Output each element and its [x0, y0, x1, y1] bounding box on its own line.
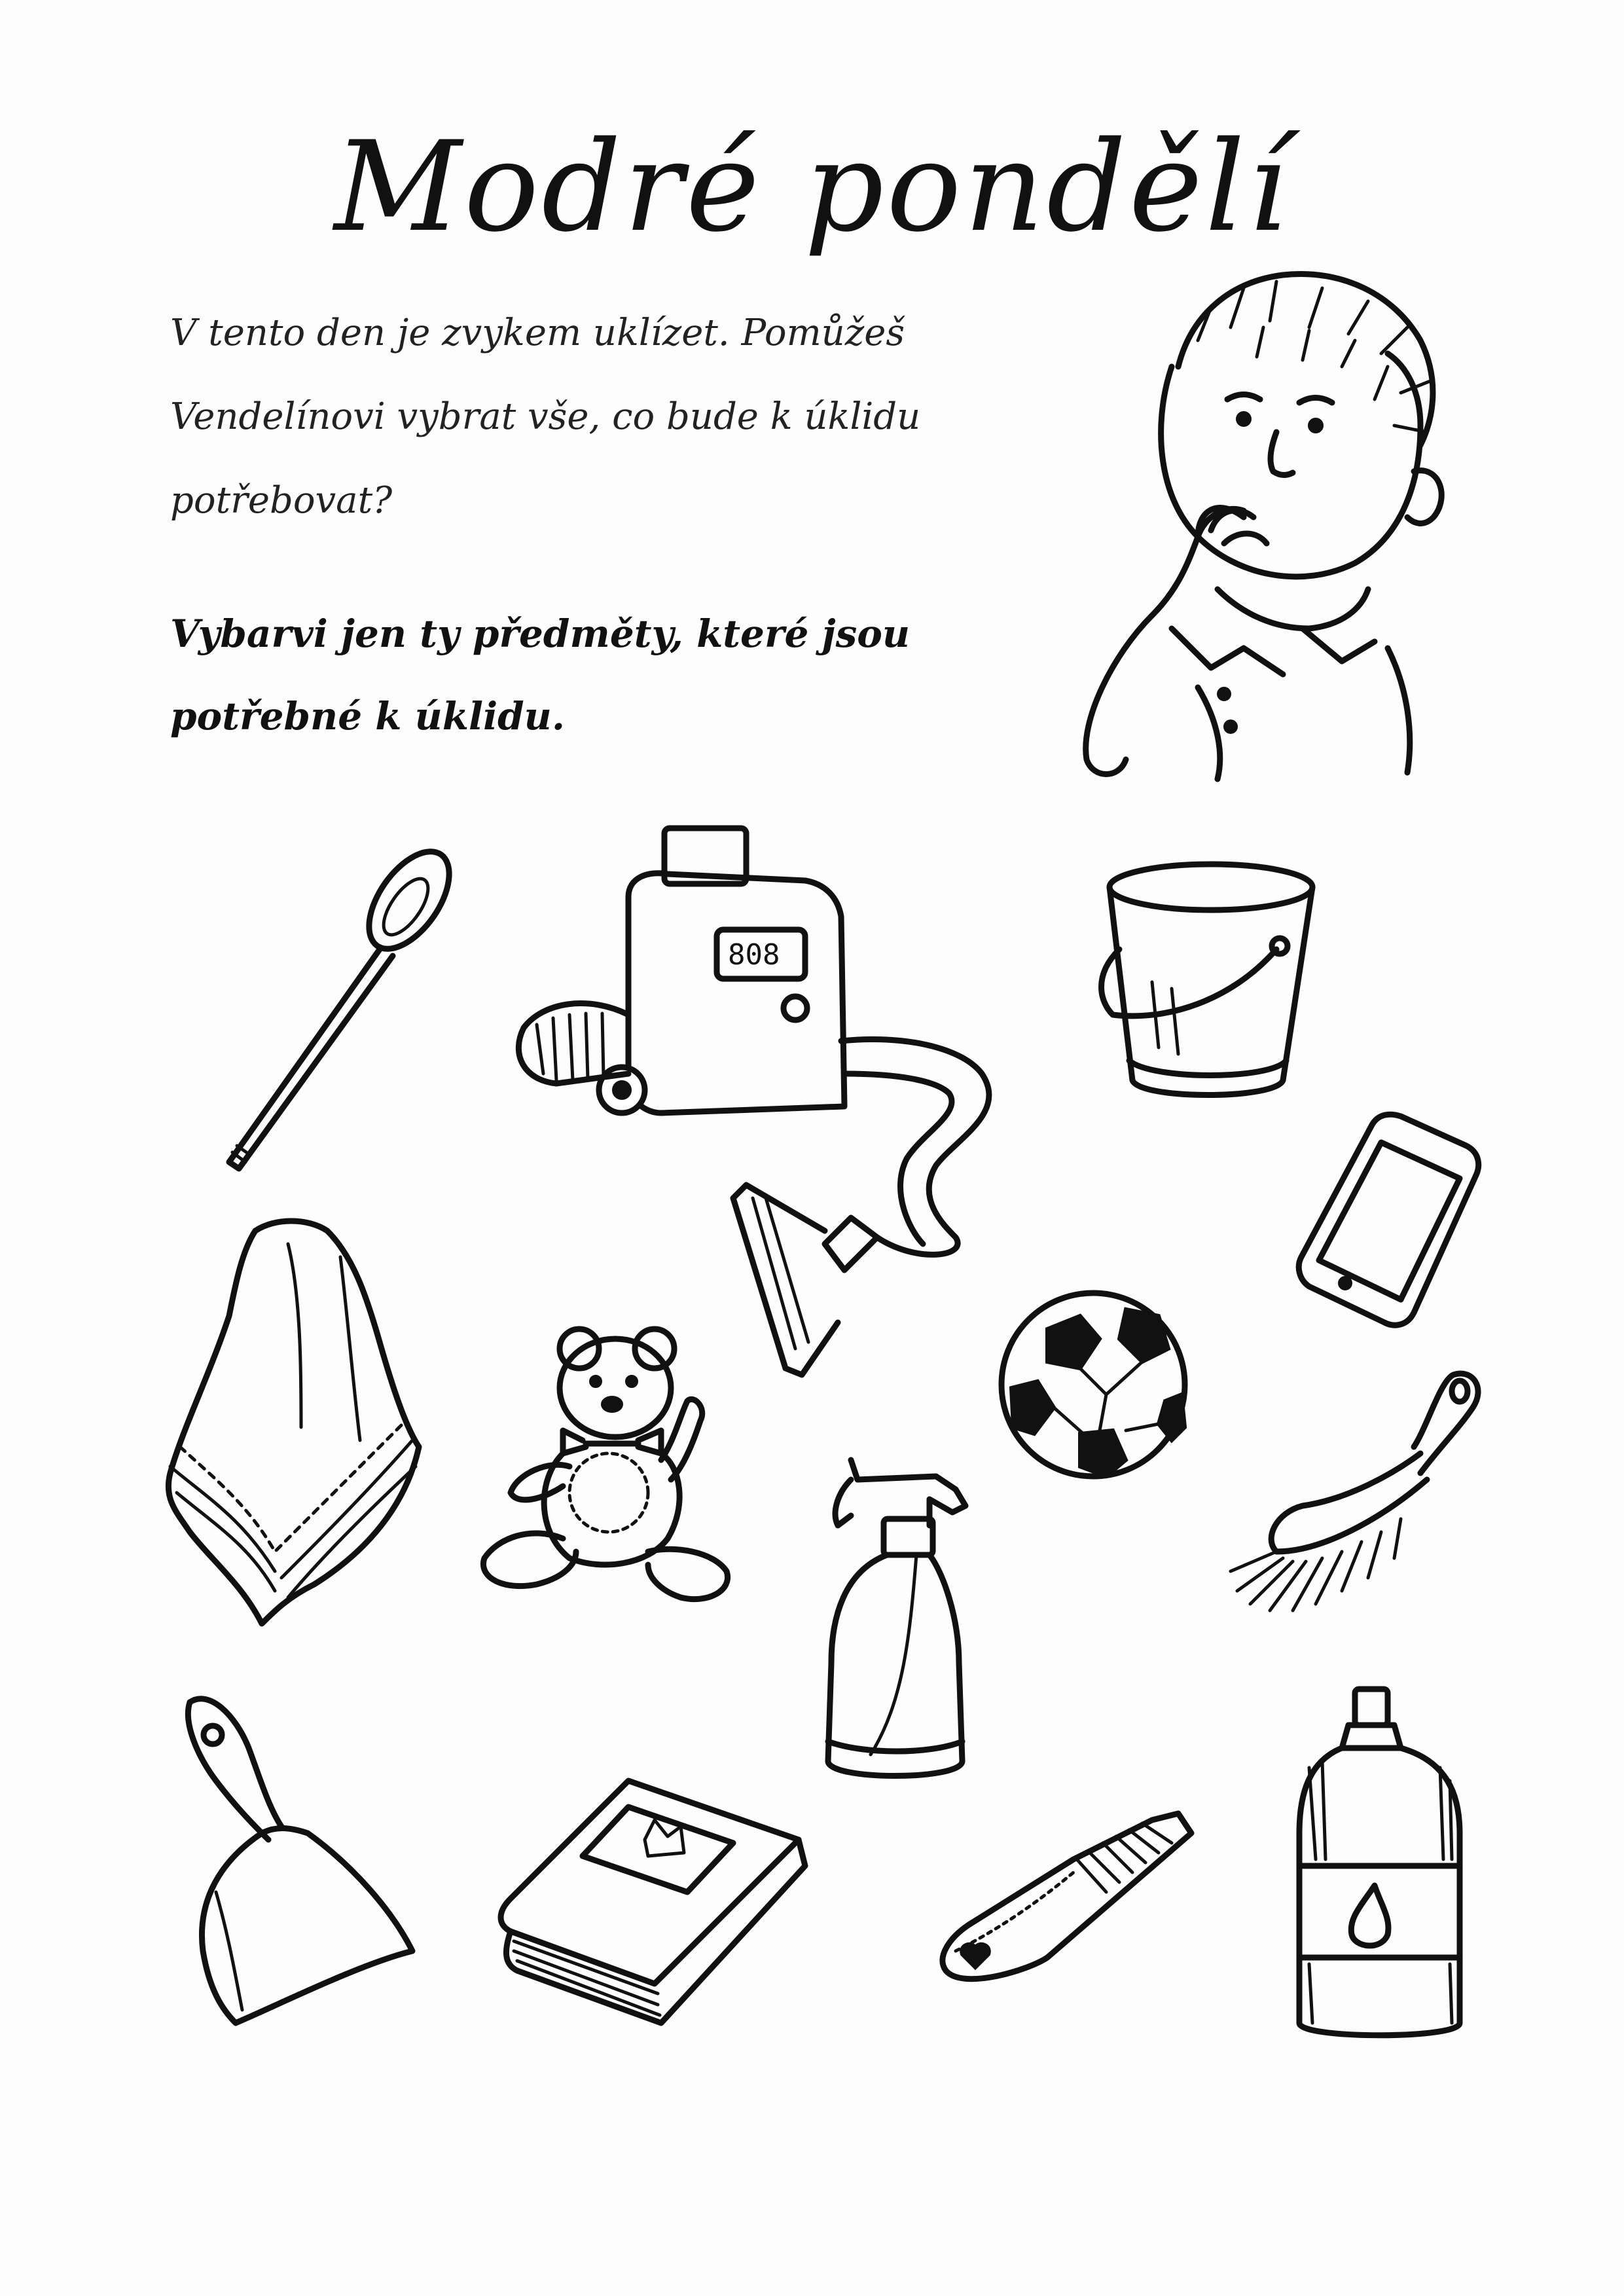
dustpan [188, 1699, 412, 2023]
vacuum-display: 808 [728, 938, 780, 972]
cloth-towel [168, 1221, 419, 1624]
intro-line-1: V tento den je zvykem uklízet. Pomůžeš [170, 312, 905, 354]
soccer-ball [1001, 1293, 1185, 1476]
hand-brush [1231, 1374, 1478, 1611]
book [501, 1781, 805, 2023]
bucket [1102, 864, 1313, 1095]
mobile-phone [1299, 1114, 1478, 1325]
intro-line-2: Vendelínovi vybrat vše, co bude k úklidu [170, 395, 921, 438]
teddy-bear [483, 1329, 727, 1599]
intro-line-3: potřebovat? [170, 479, 393, 522]
page-title: Modré pondělí [334, 115, 1290, 259]
detergent-bottle [1299, 1689, 1460, 2035]
task-line-1: Vybarvi jen ty předměty, které jsou [170, 611, 911, 656]
wooden-spoon [229, 838, 465, 1169]
vacuum-cleaner [518, 828, 989, 1375]
task-line-2: potřebné k úklidu. [170, 694, 566, 738]
comb [943, 1813, 1191, 1979]
spray-bottle [828, 1460, 965, 1776]
boy-illustration [1086, 274, 1442, 779]
